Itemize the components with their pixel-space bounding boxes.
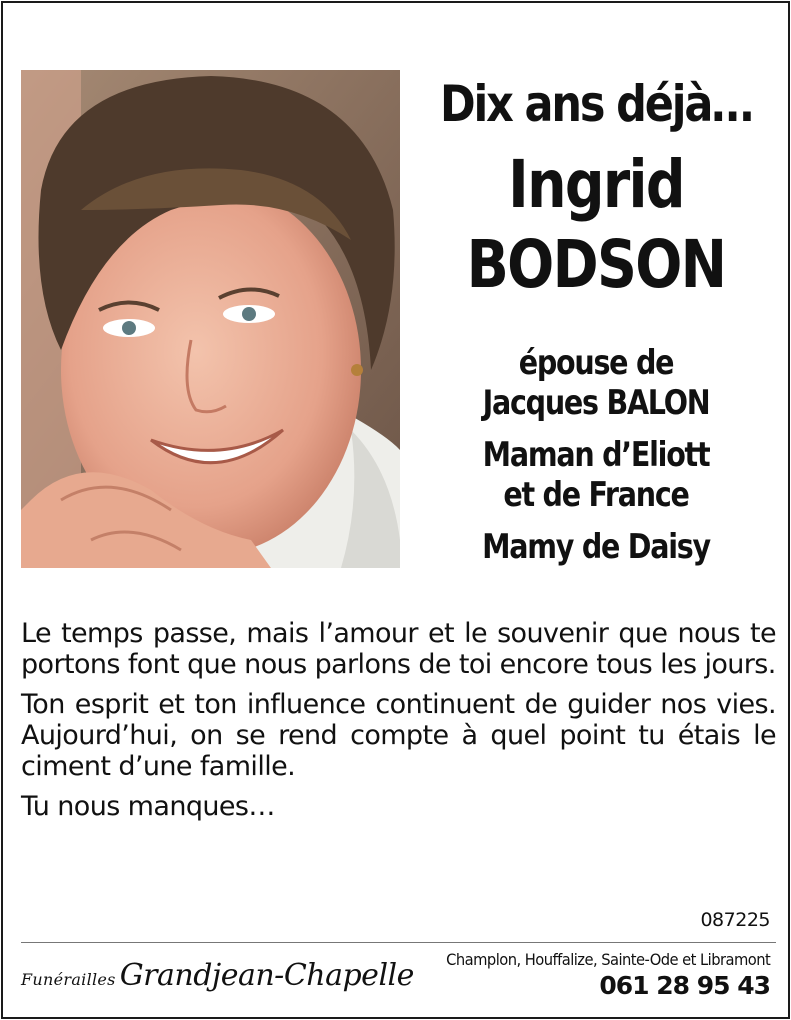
deceased-last-name: BODSON xyxy=(466,226,726,303)
tribute-paragraph: Le temps passe, mais l’amour et le souvenir que nous te portons font que nous parlons de toi encore tous les jours. xyxy=(21,618,776,680)
reference-number: 087225 xyxy=(700,909,770,931)
funeral-home-towns: Champlon, Houffalize, Sainte-Ode et Libramont xyxy=(445,950,770,969)
tribute-text xyxy=(21,618,776,831)
funeral-home-logo xyxy=(21,958,414,993)
relation-line: Maman d’Eliott xyxy=(482,435,710,475)
relation-line: Jacques BALON xyxy=(482,383,710,423)
notice-heading-block xyxy=(406,73,786,567)
brand-name: Grandjean-Chapelle xyxy=(119,958,414,993)
footer-divider xyxy=(21,942,776,943)
deceased-first-name: Ingrid xyxy=(508,146,684,223)
portrait-illustration xyxy=(21,70,400,568)
relation-line: Mamy de Daisy xyxy=(482,527,710,567)
portrait-photo xyxy=(21,70,400,568)
relation-line: épouse de xyxy=(518,343,674,383)
anniversary-headline: Dix ans déjà… xyxy=(439,75,753,133)
relation-line: et de France xyxy=(503,475,689,515)
tribute-paragraph: Ton esprit et ton influence continuent de guider nos vies. Aujourd’hui, on se rend compte à quel point tu étais le ciment d’une famille. xyxy=(21,689,776,782)
tribute-paragraph: Tu nous manques… xyxy=(21,791,275,822)
brand-prefix: Funérailles xyxy=(21,970,116,989)
funeral-home-contact xyxy=(418,949,770,1001)
funeral-home-phone: 061 28 95 43 xyxy=(599,971,770,1000)
death-notice xyxy=(1,1,790,1019)
